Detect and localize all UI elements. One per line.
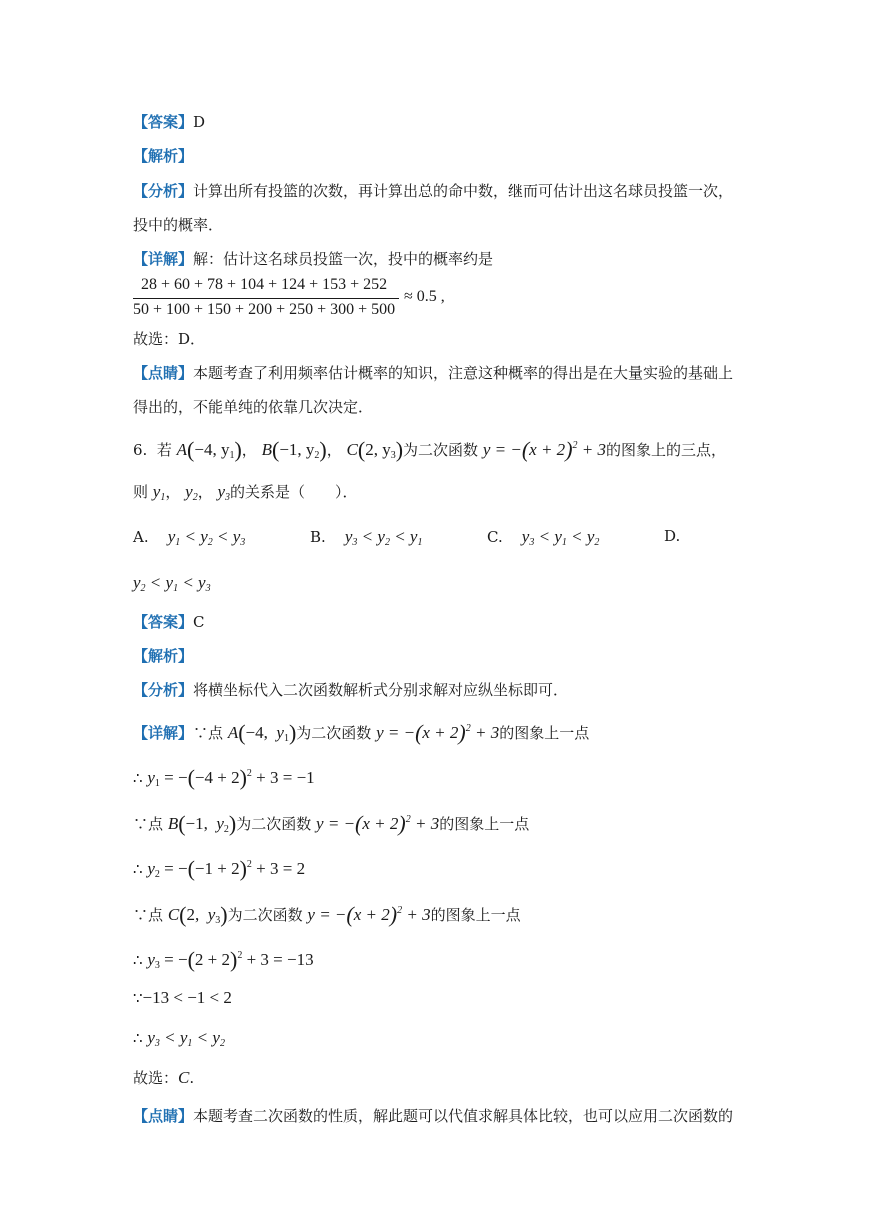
q5-comment-line-1: 【点睛】本题考查了利用频率估计概率的知识，注意这种概率的得出是在大量实验的基础上 <box>133 364 734 382</box>
q5-detail-line: 【详解】解：估计这名球员投篮一次，投中的概率约是 <box>133 250 494 268</box>
q5-analysis-tag: 【解析】 <box>133 147 194 165</box>
point-b-label: B <box>261 440 272 459</box>
option-c[interactable]: C. $y_3 < y_1 < y_2$ <box>487 527 600 548</box>
q6-stem-line-1: 6. 若 A(−4, $y_1$)， B(−1, $y_2$)， C(2, $y_3$)为二次函数 $y = -(x + 2)^2 + 3$的图象上的三点， <box>133 437 727 462</box>
calc-y2-line: ∴ $y_2 = -(-1 + 2)^2 + 3 = 2$ <box>133 856 306 881</box>
q6-answer-line: 【答案】C <box>133 613 205 631</box>
q5-fenxi-line-1: 【分析】计算出所有投篮的次数，再计算出总的命中数，继而可估计出这名球员投篮一次， <box>133 182 734 200</box>
q6-choose-line: 故选：C. <box>133 1068 195 1087</box>
fraction-numerator: 28 + 60 + 78 + 104 + 124 + 153 + 252 <box>141 276 388 293</box>
fraction-result: ≈ 0.5 , <box>404 288 445 305</box>
compare-line: ∵−13 < −1 < 2 <box>133 988 232 1007</box>
point-c-line: ∵点 C(2, $y_3$)为二次函数 $y = -(x + 2)^2 + 3$的图象上一点 <box>133 902 521 927</box>
q6-detail-line: 【详解】∵点 A(−4, $y_1$)为二次函数 $y = -(x + 2)^2 + 3$的图象上一点 <box>133 720 590 745</box>
fraction-denominator: 50 + 100 + 150 + 200 + 250 + 300 + 500 <box>133 301 396 318</box>
q6-stem-line-2: 则 $y_1$， $y_2$， $y_3$的关系是（ ）． <box>133 482 358 503</box>
question-number: 6. <box>133 441 148 459</box>
fraction-bar <box>133 298 399 299</box>
calc-y3-line: ∴ $y_3 = -(2 + 2)^2 + 3 = -13$ <box>133 947 314 972</box>
calc-y1-line: ∴ $y_1 = -(-4 + 2)^2 + 3 = -1$ <box>133 765 315 790</box>
q6-fenxi-line: 【分析】将横坐标代入二次函数解析式分别求解对应纵坐标即可． <box>133 681 569 699</box>
answer-tag: 【答案】 <box>133 113 194 131</box>
q5-comment-line-2: 得出的，不能单纯的依靠几次决定． <box>133 398 374 416</box>
q6-comment-line: 【点睛】本题考查二次函数的性质，解此题可以代值求解具体比较，也可以应用二次函数的 <box>133 1107 734 1125</box>
q6-analysis-tag: 【解析】 <box>133 647 194 665</box>
point-b-line: ∵点 B(−1, $y_2$)为二次函数 $y = -(x + 2)^2 + 3$的图象上一点 <box>133 811 530 836</box>
option-a[interactable]: A. $y_1 < y_2 < y_3$ <box>133 527 246 548</box>
point-a-label: A <box>176 440 188 459</box>
option-d[interactable]: D. <box>664 527 681 545</box>
option-d-expr: $y_2 < y_1 < y_3$ <box>133 573 211 594</box>
q5-fenxi-line-2: 投中的概率． <box>133 216 224 234</box>
answer-value: D <box>193 113 206 131</box>
option-b[interactable]: B. $y_3 < y_2 < y_1$ <box>310 527 423 548</box>
point-c-label: C <box>346 440 358 459</box>
conclusion-line: ∴ $y_3 < y_1 < y_2$ <box>133 1028 225 1049</box>
q5-answer-line <box>133 112 205 132</box>
function-expr: $y = -(x + 2)^2 + 3$ <box>482 437 606 462</box>
q5-choose-line: 故选：D． <box>133 330 206 348</box>
